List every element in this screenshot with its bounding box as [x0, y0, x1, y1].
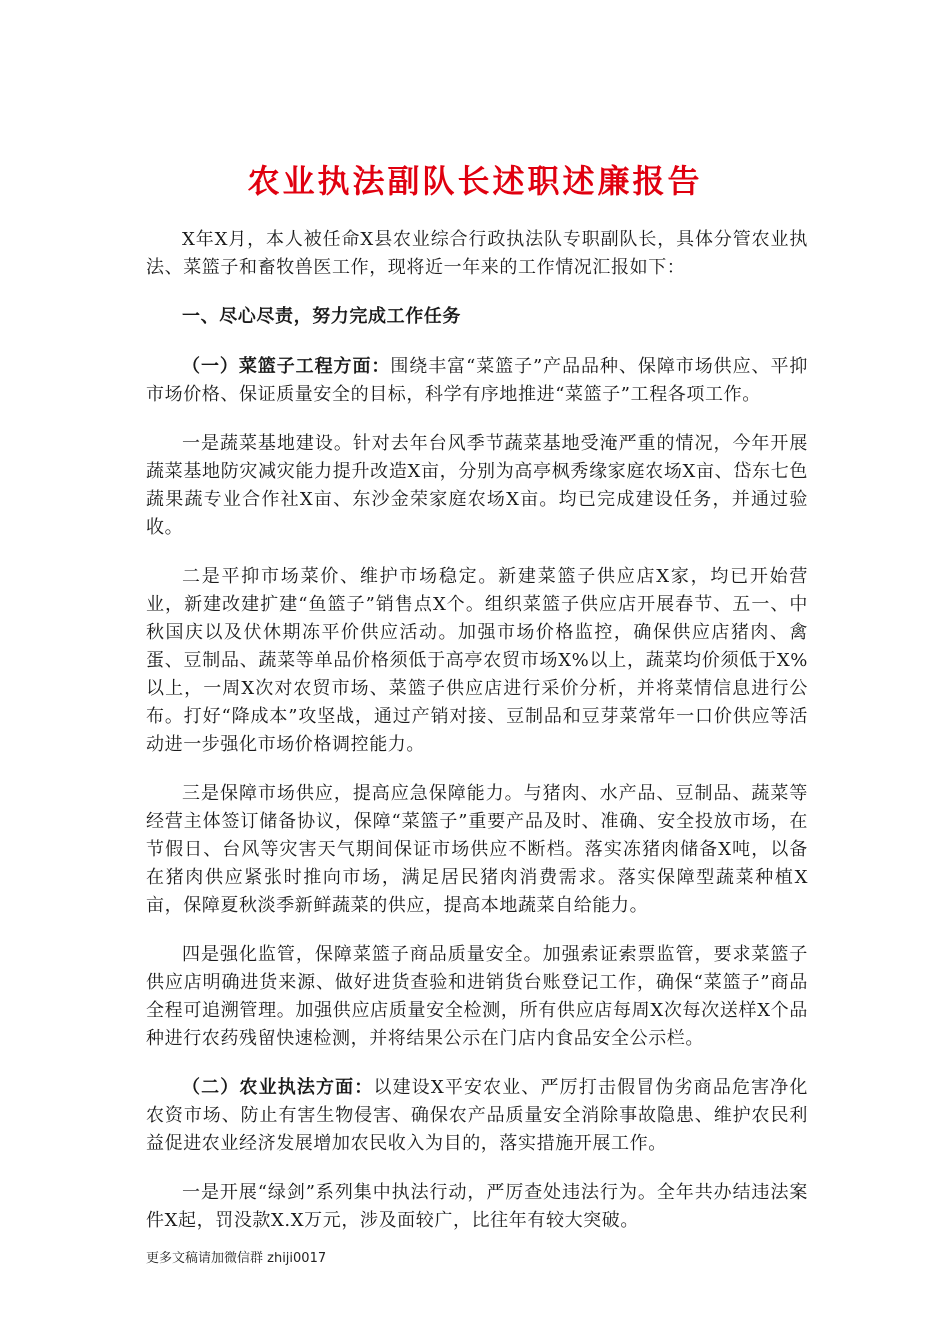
paragraph-subsection-2: [146, 1074, 808, 1158]
paragraph-subsection-1: [146, 353, 808, 409]
page-footer: 更多文稿请加微信群 zhiji0017: [146, 1251, 327, 1266]
paragraph-intro: X年X月，本人被任命X县农业综合行政执法队专职副队长，具体分管农业执法、菜篮子和畜牧兽医工作，现将近一年来的工作情况汇报如下：: [146, 229, 808, 278]
subsection-lead-2: （二）农业执法方面：: [182, 1077, 374, 1098]
paragraph-item-3: 三是保障市场供应，提高应急保障能力。与猪肉、水产品、豆制品、蔬菜等经营主体签订储备协议，保障“菜篮子”重要产品及时、准确、安全投放市场，在节假日、台风等灾害天气期间保证市场供应不断档。落实冻猪肉储备X吨，以备在猪肉供应紧张时推向市场，满足居民猪肉消费需求。落实保障型蔬菜种植X亩，保障夏秋淡季新鲜蔬菜的供应，提高本地蔬菜自给能力。: [146, 783, 808, 916]
subsection-text-2: 以建设X平安农业、严厉打击假冒伪劣商品危害净化农资市场、防止有害生物侵害、确保农产品质量安全消除事故隐患、维护农民利益促进农业经济发展增加农民收入为目的，落实措施开展工作。: [146, 1077, 808, 1154]
document-title: 农业执法副队长述职述廉报告: [247, 162, 703, 200]
document-body: [146, 226, 808, 1256]
paragraph-item-2: 二是平抑市场菜价、维护市场稳定。新建菜篮子供应店X家，均已开始营业，新建改建扩建“鱼篮子”销售点X个。组织菜篮子供应店开展春节、五一、中秋国庆以及伏休期冻平价供应活动。加强市场价格监控，确保供应店猪肉、禽蛋、豆制品、蔬菜等单品价格须低于高亭农贸市场X%以上，蔬菜均价须低于X%以上，一周X次对农贸市场、菜篮子供应店进行采价分析，并将菜情信息进行公布。打好“降成本”攻坚战，通过产销对接、豆制品和豆芽菜常年一口价供应等活动进一步强化市场价格调控能力。: [146, 566, 808, 755]
paragraph-item-1: 一是蔬菜基地建设。针对去年台风季节蔬菜基地受淹严重的情况，今年开展蔬菜基地防灾减灾能力提升改造X亩，分别为高亭枫秀缘家庭农场X亩、岱东七色蔬果蔬专业合作社X亩、东沙金荣家庭农场X亩。均已完成建设任务，并通过验收。: [146, 433, 808, 538]
subsection-lead-1: （一）菜篮子工程方面：: [182, 356, 391, 377]
section-heading-1: 一、尽心尽责，努力完成工作任务: [182, 306, 461, 327]
paragraph-item-4: 四是强化监管，保障菜篮子商品质量安全。加强索证索票监管，要求菜篮子供应店明确进货来源、做好进货查验和进销货台账登记工作，确保“菜篮子”商品全程可追溯管理。加强供应店质量安全检测，所有供应店每周X次每次送样X个品种进行农药残留快速检测，并将结果公示在门店内食品安全公示栏。: [146, 944, 808, 1049]
paragraph-item-5: 一是开展“绿剑”系列集中执法行动，严厉查处违法行为。全年共办结违法案件X起，罚没款X.X万元，涉及面较广，比往年有较大突破。: [146, 1182, 808, 1231]
subsection-text-1: 围绕丰富“菜篮子”产品品种、保障市场供应、平抑市场价格、保证质量安全的目标，科学有序地推进“菜篮子”工程各项工作。: [146, 356, 808, 405]
